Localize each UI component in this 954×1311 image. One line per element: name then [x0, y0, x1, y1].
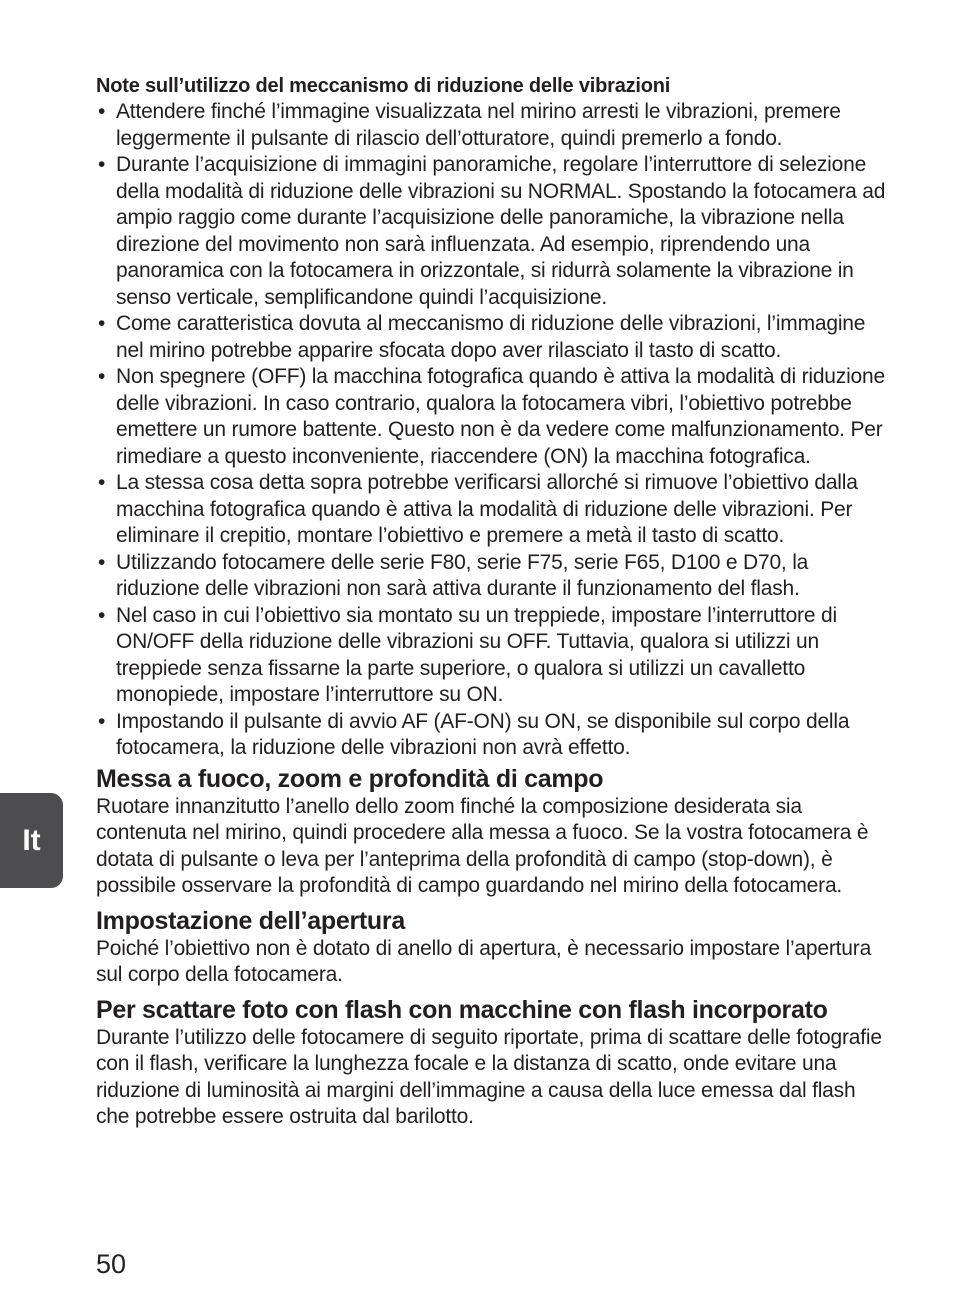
section-body-focus-zoom: Ruotare innanzitutto l’anello dello zoom finché la composizione desiderata sia contenuta nel mirino, quindi procedere alla messa a fuoco. Se la vostra fotocamera è dotata di pulsante o leva per l’anteprima della profondità di campo (stop-down), è possibile osservare la profondità di campo guardando nel mirino della fotocamera. [96, 794, 869, 897]
note-item: • Durante l’acquisizione di immagini panoramiche, regolare l’interruttore di selezione della modalità di riduzione delle vibrazioni su NORMAL. Spostando la fotocamera ad ampio raggio come durante l’acquisizione delle panoramiche, la vibrazione nella direzione del movimento non sarà influenzata. Ad esempio, riprendendo una panoramica con la fotocamera in orizzontale, si ridurrà solamente la vibrazione in senso verticale, semplificandone quindi l’acquisizione. [96, 152, 886, 311]
page-number: 50 [96, 1249, 127, 1279]
section-body-built-in-flash: Durante l’utilizzo delle fotocamere di seguito riportate, prima di scattare delle fotografie con il flash, verificare la lunghezza focale e la distanza di scatto, onde evitare una riduzione di luminosità ai margini dell’immagine a causa della luce emessa dal flash che potrebbe essere ostruita dal barilotto. [96, 1025, 882, 1128]
note-item: • La stessa cosa detta sopra potrebbe verificarsi allorché si rimuove l’obiettivo dalla macchina fotografica quando è attiva la modalità di riduzione delle vibrazioni. Per eliminare il crepitio, montare l’obiettivo e premere a metà il tasto di scatto. [96, 470, 886, 550]
language-tab-label: It [22, 823, 41, 857]
note-item: • Nel caso in cui l’obiettivo sia montato su un treppiede, impostare l’interruttore di ON/OFF della riduzione delle vibrazioni su OFF. Tuttavia, qualora si utilizzi un treppiede senza fissarne la parte superiore, o qualora si utilizzi un cavalletto monopiede, impostare l’interruttore su ON. [96, 603, 886, 709]
language-tab [0, 793, 63, 888]
note-item: • Attendere finché l’immagine visualizzata nel mirino arresti le vibrazioni, premere leggermente il pulsante di rilascio dell’otturatore, quindi premerlo a fondo. [96, 99, 886, 152]
notes-heading: Note sull’utilizzo del meccanismo di riduzione delle vibrazioni [96, 75, 671, 97]
page-content [96, 73, 886, 1131]
note-item: • Impostando il pulsante di avvio AF (AF-ON) su ON, se disponibile sul corpo della fotocamera, la riduzione delle vibrazioni non avrà effetto. [96, 709, 886, 762]
note-item: • Utilizzando fotocamere delle serie F80, serie F75, serie F65, D100 e D70, la riduzione delle vibrazioni non sarà attiva durante il funzionamento del flash. [96, 550, 886, 603]
section-body-aperture: Poiché l’obiettivo non è dotato di anello di apertura, è necessario impostare l’apertura sul corpo della fotocamera. [96, 936, 872, 986]
notes-list [96, 99, 886, 762]
note-item: • Come caratteristica dovuta al meccanismo di riduzione delle vibrazioni, l’immagine nel mirino potrebbe apparire sfocata dopo aver rilasciato il tasto di scatto. [96, 311, 886, 364]
note-item: • Non spegnere (OFF) la macchina fotografica quando è attiva la modalità di riduzione delle vibrazioni. In caso contrario, qualora la fotocamera vibri, l’obiettivo potrebbe emettere un rumore battente. Questo non è da vedere come malfunzionamento. Per rimediare a questo inconveniente, riaccendere (ON) la macchina fotografica. [96, 364, 886, 470]
section-heading-built-in-flash: Per scattare foto con flash con macchine con flash incorporato [96, 995, 828, 1024]
section-heading-aperture: Impostazione dell’apertura [96, 906, 405, 935]
section-heading-focus-zoom: Messa a fuoco, zoom e profondità di campo [96, 764, 604, 793]
